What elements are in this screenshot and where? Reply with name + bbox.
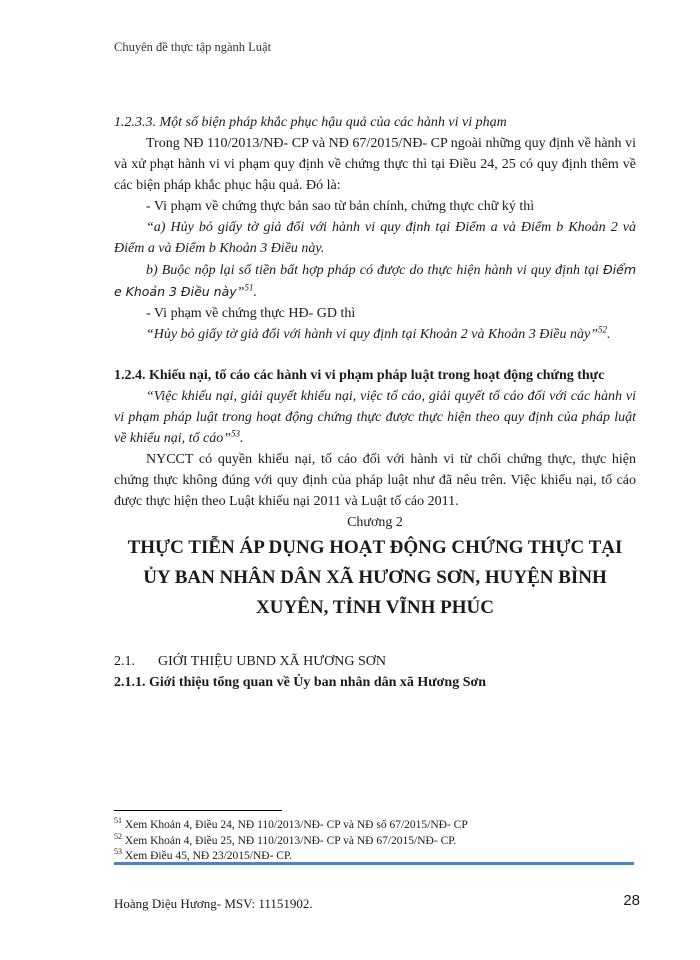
paragraph-copy-violation: - Vi phạm về chứng thực bản sao từ bản chính, chứng thực chữ ký thì [146,199,535,214]
quote-b [114,259,636,303]
paragraph-contract-violation: - Vi phạm về chứng thực HĐ- GD thì [146,306,356,321]
section-heading-2-1 [114,651,636,672]
footnote-52-number: 52 [114,831,122,841]
quote-b-ref: Điểm e Khoản 3 Điều này [114,262,636,299]
footnote-separator [114,810,282,811]
page-number: 28 [623,892,640,909]
footnote-53-number: 53 [114,847,122,857]
quote-b-text: b) Buộc nộp lại số tiền bất hợp pháp có được do thực hiện hành vi quy định tại [146,263,603,278]
section-2-1-title: GIỚI THIỆU UBND XÃ HƯƠNG SƠN [158,654,386,669]
quote-complaint-end: . [240,431,244,446]
paragraph-intro: Trong NĐ 110/2013/NĐ- CP và NĐ 67/2015/NĐ- CP ngoài những quy định về hành vi và xử phạt hành vi vi phạm quy định về chứng thực thì tại Điều 24, 25 có quy định thêm về các biện pháp khắc phục hậu quả. Đó là: [114,136,636,193]
quote-contract [114,324,636,345]
footnote-51-text: Xem Khoản 4, Điều 24, NĐ 110/2013/NĐ- CP và NĐ số 67/2015/NĐ- CP [122,819,468,831]
footer-author: Hoàng Diệu Hương- MSV: 11151902. [114,896,313,911]
paragraph-complaint-rights: NYCCT có quyền khiếu nại, tố cáo đối với hành vi từ chối chứng thực, thực hiện chứng thực không đúng với quy định của pháp luật như đã nêu trên. Việc khiếu nại, tố cáo được thực hiện theo Luật khiếu nại 2011 và Luật tố cáo 2011. [114,452,636,509]
section-heading-1-2-3-3: 1.2.3.3. Một số biện pháp khắc phục hậu quả của các hành vi vi phạm [114,115,507,130]
chapter-label: Chương 2 [347,515,403,530]
footnote-ref-52[interactable]: 52 [598,324,608,335]
quote-a: “a) Hủy bỏ giấy tờ giả đối với hành vi quy định tại Điểm a và Điểm b Khoản 2 và Điểm a và Điểm b Khoản 3 Điều này. [114,220,636,256]
quote-contract-text: “Hủy bỏ giấy tờ giả đối với hành vi quy định tại Khoản 2 và Khoản 3 Điều này” [146,327,599,342]
footnote-51-number: 51 [114,816,122,826]
footnote-53-text: Xem Điều 45, NĐ 23/2015/NĐ- CP. [122,850,292,862]
quote-b-close: ” [236,285,245,300]
section-heading-2-1-1: 2.1.1. Giới thiệu tổng quan về Ủy ban nhân dân xã Hương Sơn [114,675,487,690]
quote-complaint-text: “Việc khiếu nại, giải quyết khiếu nại, việc tố cáo, giải quyết tố cáo đối với các hành vi vi phạm pháp luật trong hoạt động chứng thực được thực hiện theo quy định của pháp luật về khiếu nại, tố cáo” [114,389,636,446]
quote-b-end: . [253,285,257,300]
quote-complaint [114,386,636,449]
quote-contract-end: . [607,327,611,342]
footnote-ref-53[interactable]: 53 [231,428,241,439]
chapter-title: THỰC TIỄN ÁP DỤNG HOẠT ĐỘNG CHỨNG THỰC TẠI ỦY BAN NHÂN DÂN XÃ HƯƠNG SƠN, HUYỆN BÌNH XUYÊN, TỈNH VĨNH PHÚC [127,537,623,618]
section-2-1-number: 2.1. [114,654,135,669]
running-header: Chuyên đề thực tập ngành Luật [114,40,272,54]
footnote-52-text: Xem Khoản 4, Điều 25, NĐ 110/2013/NĐ- CP và NĐ 67/2015/NĐ- CP. [122,834,457,847]
section-heading-1-2-4: 1.2.4. Khiếu nại, tố cáo các hành vi vi phạm pháp luật trong hoạt động chứng thực [114,368,605,383]
footnotes [114,818,654,865]
page-body [114,112,636,693]
footnote-ref-51[interactable]: 51 [244,282,254,293]
footnote-52 [114,831,654,850]
footnote-51 [114,818,654,834]
footer-rule [114,862,634,865]
